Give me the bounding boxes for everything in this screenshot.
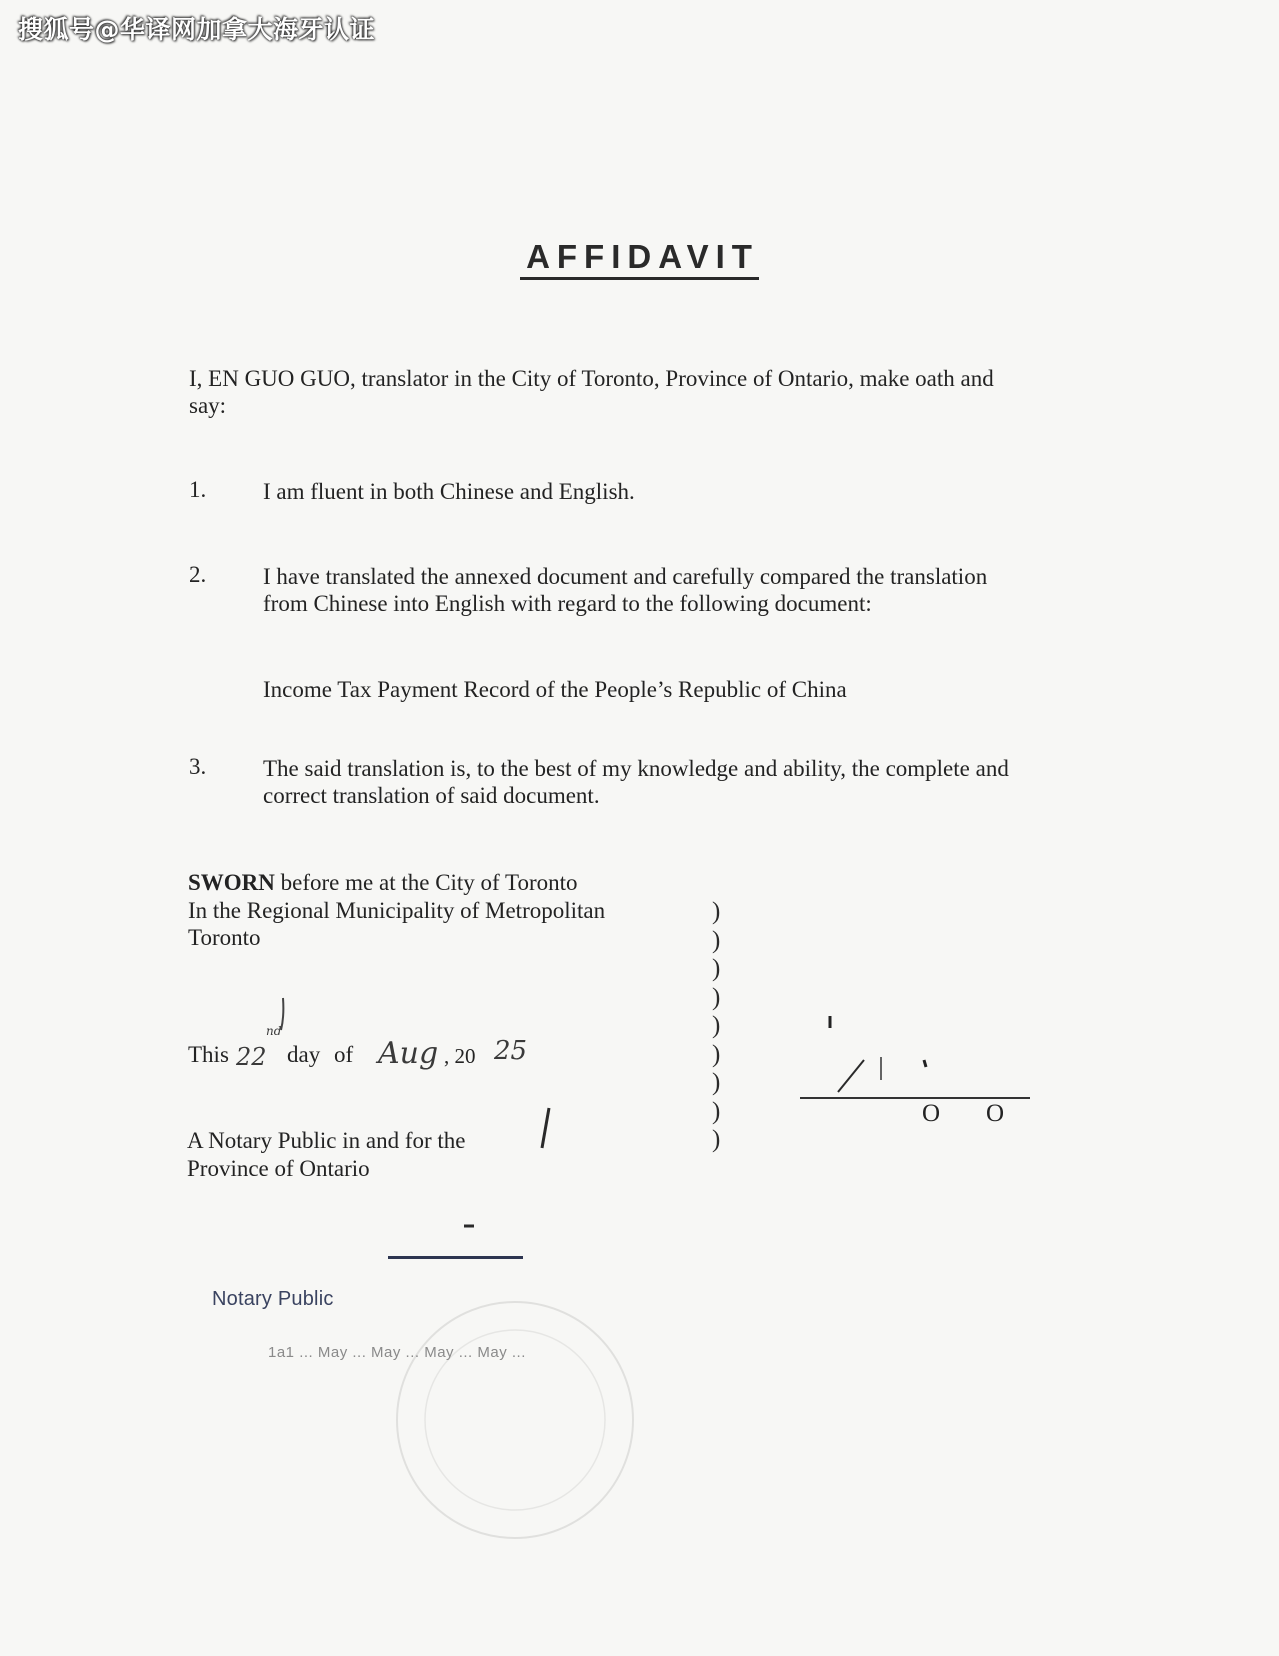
item-text: The said translation is, to the best of my knowledge and ability, the complete and: [263, 756, 1009, 781]
watermark-text: 搜狐号@华译网加拿大海牙认证: [18, 15, 376, 44]
item-text: I am fluent in both Chinese and English.: [263, 479, 635, 504]
sworn-keyword: SWORN: [188, 870, 275, 895]
item-text: I have translated the annexed document and carefully compared the translation: [263, 564, 988, 589]
notary-seal: [397, 1302, 633, 1538]
item-number: 1.: [189, 477, 207, 502]
document-name: Income Tax Payment Record of the People’s Republic of China: [263, 677, 847, 702]
notary-stamp-subtext: 1a1 ... May ... May ... May ... May ...: [268, 1344, 526, 1361]
notary-stamp-title: Notary Public: [212, 1288, 334, 1310]
date-this: This: [188, 1042, 229, 1067]
bracket: ): [712, 1126, 721, 1153]
item-text: from Chinese into English with regard to the following document:: [263, 591, 872, 616]
notary-signature-line: [388, 1256, 523, 1259]
bracket: ): [712, 1012, 721, 1039]
pen-stroke: [542, 1108, 549, 1148]
title-text: AFFIDAVIT: [520, 238, 759, 280]
intro-line-1: I, EN GUO GUO, translator in the City of Toronto, Province of Ontario, make oath and: [189, 366, 994, 391]
bracket: ): [712, 926, 721, 954]
signature-stroke: [838, 1060, 864, 1092]
date-year-prefix: , 20: [444, 1044, 476, 1068]
signature-mark: O: [986, 1100, 1005, 1127]
handwritten-day-suffix: nd: [266, 1024, 282, 1038]
sworn-line-1-rest: before me at the City of Toronto: [274, 870, 578, 895]
bracket: ): [712, 1069, 721, 1096]
bracket: ): [712, 1097, 721, 1125]
signature-line: [800, 1097, 1030, 1099]
bracket: ): [712, 955, 721, 982]
handwritten-day: 22: [236, 1043, 267, 1071]
notary-line-1: A Notary Public in and for the: [187, 1128, 466, 1153]
item-number: 3.: [189, 754, 207, 779]
pen-stroke: [281, 998, 283, 1030]
sworn-line-2: In the Regional Municipality of Metropolitan: [188, 898, 606, 923]
notary-line-2: Province of Ontario: [187, 1156, 370, 1181]
signature-mark: O: [922, 1100, 941, 1127]
intro-line-2: say:: [189, 393, 227, 418]
sworn-line-3: Toronto: [188, 925, 261, 950]
signature-stroke: [924, 1060, 926, 1067]
handwritten-month: Aug: [378, 1036, 439, 1071]
bracket: ): [712, 1040, 721, 1068]
item-number: 2.: [189, 562, 207, 587]
item-text: correct translation of said document.: [263, 783, 600, 808]
bracket: ): [712, 983, 721, 1011]
date-day-of: day of: [287, 1042, 354, 1067]
bracket: ): [712, 898, 721, 925]
handwritten-year: 25: [494, 1036, 528, 1066]
